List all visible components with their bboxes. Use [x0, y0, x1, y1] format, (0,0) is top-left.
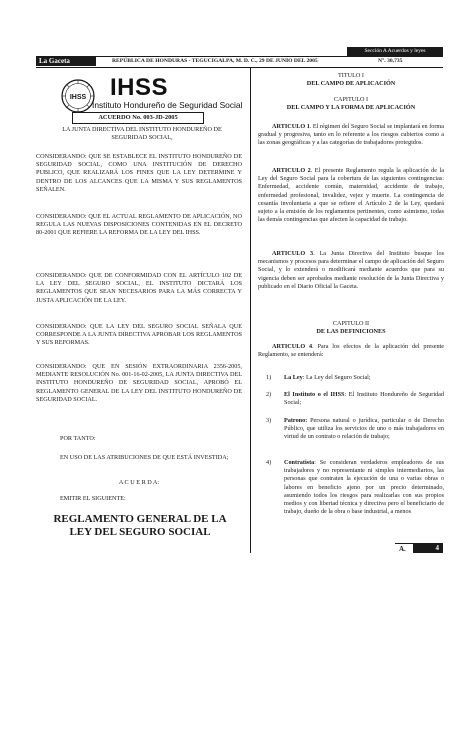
capitulo-1-name: DEL CAMPO Y LA FORMA DE APLICACIÓN [286, 104, 416, 111]
titulo: TITULO I [338, 72, 364, 79]
definition-4 [284, 459, 444, 516]
definition-1 [284, 374, 444, 382]
def1-text: : La Ley del Seguro Social; [302, 374, 371, 381]
definition-2-number: 2) [266, 391, 272, 398]
def2-label: El Instituto o el IHSS [284, 391, 345, 398]
titulo-name: DEL CAMPO DE APLICACIÓN [306, 80, 396, 87]
definition-2 [284, 391, 444, 407]
definition-3-number: 3) [266, 417, 272, 424]
art2-text: . El presente Reglamento regula la aplicación de la Ley del Seguro Social para la cobertura de las siguientes contingencias: Enfermedad, accidente común, maternidad, accidente de trabajo, enfermedad profesional, invalidez, vejez y muerte. La contingencia de cesantía involuntaria a que se refiere el Artículo 2 de la Ley, quedará sujeto a la emisión de los reglamentos pertinentes, como asimismo, todas las demás contingencias que afecten la capacidad de trabajo. [258, 167, 444, 224]
art4-label: ARTICULO 4 [272, 343, 313, 350]
considerando-4: CONSIDERANDO: QUE LA LEY DEL SEGURO SOCIAL SEÑALA QUE CORRESPONDE A LA JUNTA DIRECTIVA APROBAR LOS REGLAMENTOS Y SUS REFORMAS. [36, 323, 242, 347]
section-tag: Sección A Acuerdos y leyes [347, 47, 443, 56]
column-divider [250, 68, 251, 553]
definition-1-number: 1) [266, 374, 272, 381]
art3-label: ARTICULO 3 [272, 250, 314, 257]
regulation-title: REGLAMENTO GENERAL DE LA LEY DEL SEGURO SOCIAL [53, 513, 227, 538]
gazette-name: La Gaceta [36, 56, 96, 66]
page-letter: A. [399, 545, 406, 553]
def2-text: : El Instituto Hondureño de Seguridad Social; [284, 391, 444, 407]
def4-text: : Se consideran verdaderos empleadores de sus trabajadores y no representante ni simples intermediarios, las personas que contraten la ejecución de una o varias obras o labores en beneficio ajeno por un precio determinado, asumiendo todos los riesgos para realizarlas con sus propios medios y con libertad técnica y directiva pero el beneficiario de trabajo, dueño de la obra o base industrial, a menos [284, 459, 444, 516]
en-uso: EN USO DE LAS ATRIBUCIONES DE QUE ESTÁ INVESTIDA; [60, 454, 229, 461]
art3-text: . La Junta Directiva del Instituto busque los mecanismos y procesos para determinar el campo de aplicación del Seguro Social, y lo extenderá o modificará mediante acuerdos que para su vigencia deben ser aprobados mediante resolución de la Junta Directiva y publicado en el Diario Oficial la Gaceta. [258, 250, 444, 290]
articulo-3 [258, 250, 444, 291]
ihss-emblem-icon [60, 78, 96, 114]
capitulo-2-name: DE LAS DEFINICIONES [316, 328, 386, 335]
acuerda: A C U E R D A: [118, 479, 160, 486]
art2-label: ARTICULO 2 [272, 167, 311, 174]
definition-4-number: 4) [266, 459, 272, 466]
issue-number: N°. 30,735 [378, 58, 403, 64]
logo-subtitle: Instituto Hondureño de Seguridad Social [92, 100, 243, 110]
articulo-2 [258, 167, 444, 224]
def4-label: Contratista [284, 459, 315, 466]
art4-text: . Para los efectos de la aplicación del presente Reglamento, se entenderá: [258, 343, 444, 359]
def1-label: La Ley [284, 374, 303, 381]
emblem-text: IHSS [69, 94, 87, 101]
art1-text: . El régimen del Seguro Social se implantará en forma gradual y progresiva, tanto en lo referente a los riesgos cubiertos como a las zonas geográficas y a las categorías de trabajadores protegidos. [258, 123, 444, 147]
capitulo-1: CAPITULO I [333, 96, 369, 103]
considerando-3: CONSIDERANDO: QUE DE CONFORMIDAD CON EL ARTÍCULO 102 DE LA LEY DEL SEGURO SOCIAL, EL INSTITUTO DICTARÁ LOS REGLAMENTOS QUE SEAN NECESARIOS PARA LA MÁS CORRECTA Y JUSTA APLICACIÓN DE LA LEY. [36, 272, 242, 304]
considerando-2: CONSIDERANDO: QUE EL ACTUAL REGLAMENTO DE APLICACIÓN, NO REGULA LAS NUEVAS DISPOSICIONES CONTENIDAS EN EL DECRETO 80-2001 QUE REFIERE LA REFORMA DE LA LEY DEL IHSS. [36, 213, 242, 237]
considerando-1: CONSIDERANDO: QUE SE ESTABLECE EL INSTITUTO HONDUREÑO DE SEGURIDAD SOCIAL, COMO UNA INSTITUCIÓN DE DERECHO PUBLICO, QUE REALIZARÁ LOS FINES QUE LA LEY DETERMINE Y DENTRO DE LOS ALCANCES QUE LA MISMA Y SUS REGLAMENTOS SEÑALEN. [36, 153, 242, 193]
page-number: 4 [413, 543, 443, 553]
considerando-5: CONSIDERANDO: QUE EN SESIÓN EXTRAORDINARIA 2356-2005, MEDIANTE RESOLUCIÓN No. 001-16-02-2005, LA JUNTA DIRECTIVA DEL INSTITUTO HONDUREÑO DE SEGURIDAD SOCIAL, APROBÓ EL REGLAMENTO GENERAL DE LA LEY DEL INSTITUTO HONDUREÑO DE SEGURIDAD SOCIAL. [36, 363, 242, 403]
por-tanto: POR TANTO: [60, 435, 96, 442]
emitir: EMITIR EL SIGUIENTE: [60, 495, 126, 502]
articulo-4 [258, 343, 444, 359]
definition-3 [284, 417, 444, 442]
capitulo-2: CAPITULO II [332, 320, 370, 327]
def3-label: Patrono: [284, 417, 308, 424]
agreement-number: ACUERDO No. 003-JD-2005 [72, 112, 204, 124]
def3-text: Persona natural o jurídica, particular o de Derecho Público, que utiliza los servicios de uno o más trabajadores en virtud de un contrato o relación de trabajo; [284, 417, 444, 441]
articulo-1 [258, 123, 444, 148]
logo-name: IHSS [110, 74, 169, 101]
publication-line: REPÚBLICA DE HONDURAS - TEGUCIGALPA, M. D. C., 29 DE JUNIO DEL 2005 [112, 58, 318, 64]
intro-text: LA JUNTA DIRECTIVA DEL INSTITUTO HONDUREÑO DE SEGURIDAD SOCIAL, [62, 126, 222, 142]
art1-label: ARTICULO 1 [272, 123, 310, 130]
